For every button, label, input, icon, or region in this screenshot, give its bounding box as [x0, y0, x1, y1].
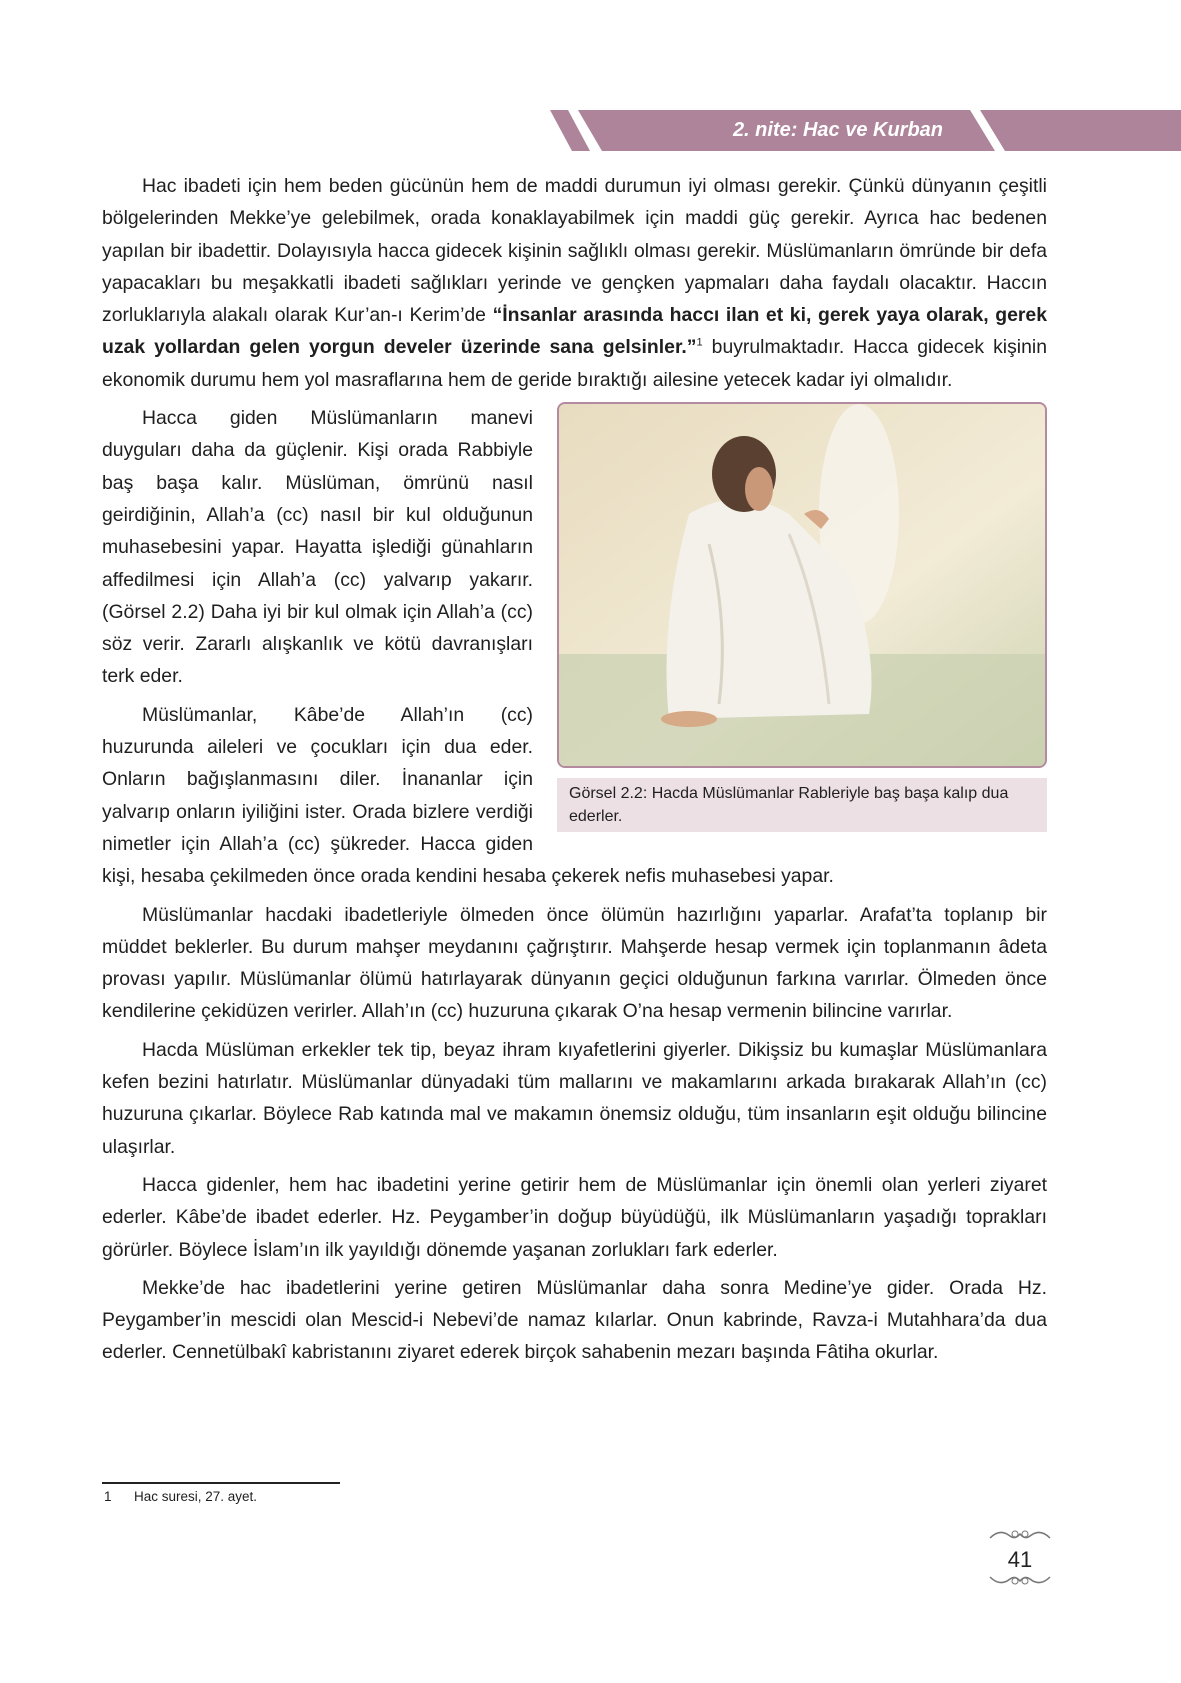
figure-caption: Görsel 2.2: Hacda Müslümanlar Rableriyle baş başa kalıp dua ederler. — [557, 778, 1047, 832]
page-number: 41 — [1007, 1547, 1033, 1572]
ornament-bottom-icon — [985, 1573, 1055, 1587]
paragraph: Hacda Müslüman erkekler tek tip, beyaz ihram kıyafetlerini giyerler. Dikişsiz bu kumaşlar Müslümanlara kefen bezini hatırlatır. Müslümanlar dünyadaki tüm mallarını ve makamlarını arkada bırakarak Allah’ın (cc) huzuruna çıkarlar. Böylece Rab katında mal ve makamın önemsiz olduğu, tüm insanların eşit olduğu bilincine ulaşırlar. — [102, 1038, 1047, 1158]
body-text — [102, 170, 1047, 1375]
footnote — [104, 1489, 257, 1504]
paragraph: Mekke’de hac ibadetlerini yerine getiren Müslümanlar daha sonra Medine’ye gider. Orada Hz. Peygamber’in mescidi olan Mescid-i Nebevi’de namaz kılarlar. Onun kabrinde, Ravza-i Mutahhara’da dua ederler. Cennetülbakî kabristanını ziyaret ederek birçok sahabenin mezarı başında Fâtiha okurlar. — [102, 1276, 1047, 1364]
footnote-ref[interactable]: 1 — [696, 337, 703, 350]
photo-illustration — [559, 404, 1045, 766]
paragraph: Müslümanlar, Kâbe’de Allah’ın (cc) huzurunda aileleri ve çocukları için dua eder. Onların bağışlanmasını diler. İnananlar için yalvarıp onların iyiliğini ister. Orada bizlere verdiği nimetler için Allah’a (cc) şükreder. Hacca giden kişi, hesaba çekilmeden önce orada kendini hesaba çekerek nefis muhasebesi yapar. — [102, 703, 834, 888]
footnote-text: Hac suresi, 27. ayet. — [134, 1489, 258, 1504]
unit-title: 2. nite: Hac ve Kurban — [732, 119, 943, 141]
figure — [557, 402, 1047, 832]
paragraph: Hacca gidenler, hem hac ibadetini yerine getirir hem de Müslümanlar için önemli olan yerleri ziyaret ederler. Kâbe’de ibadet ederler. Hz. Peygamber’in doğup büyüdüğü, ilk Müslümanların yaşadığı toprakları görürler. Böylece İslam’ın ilk yayıldığı dönemde yaşanan zorlukları fark ederler. — [102, 1173, 1047, 1261]
unit-header-band — [550, 110, 1181, 151]
paragraph: Hac ibadeti için hem beden gücünün hem de maddi durumun iyi olması gerekir. Çünkü dünyanın çeşitli bölgelerinden Mekke’ye gelebilmek, orada konaklayabilmek için maddi güç gerekir. Ayrıca hac bedenen yapılan bir ibadettir. Dolayısıyla hacca gidecek kişinin sağlıklı olması gerekir. Müslümanların ömründe bir defa yapacakları bu meşakkatli ibadeti sağlıkları yerinde ve gençken yapmaları daha faydalı olacaktır. Haccın zorluklarıyla alakalı olarak Kur’an-ı Kerim’de “İnsanlar arasında haccı ilan et ki, gerek yaya olarak, gerek uzak yollardan gelen yorgun develer üzerinde sana gelsinler.”$^1$ buyrulmaktadır. Hacca gidecek kişinin ekonomik durumu hem yol masraflarına hem de geride bıraktığı ailesine yetecek kadar iyi olmalıdır. — [102, 175, 1047, 391]
quran-quote: “İnsanlar arasında haccı ilan et ki, gerek yaya olarak, gerek uzak yollardan gelen yorgun develer üzerinde sana gelsinler.” — [102, 304, 1047, 359]
footnote-number: 1 — [104, 1489, 112, 1504]
page-number-ornament — [985, 1528, 1055, 1592]
paragraph: Hacca giden Müslümanların manevi duyguları daha da güçlenir. Kişi orada Rabbiyle baş başa kalır. Müslüman, ömrünü nasıl geirdiğinin, Allah’a (cc) nasıl bir kul olduğunun muhasebesini yapar. Hayatta işlediği günahların affedilmesi için Allah’a (cc) yalvarıp yakarır. (Görsel 2.2) Daha iyi bir kul olmak için Allah’a (cc) söz verir. Zararlı alışkanlık ve kötü davranışları terk eder. — [102, 407, 533, 688]
footnote-divider — [102, 1482, 340, 1484]
paragraph: Müslümanlar hacdaki ibadetleriyle ölmeden önce ölümün hazırlığını yaparlar. Arafat’ta toplanıp bir müddet beklerler. Bu durum mahşer meydanını çağrıştırır. Mahşerde hesap vermek için toplanmanın âdeta provası yapılır. Müslümanlar ölümü hatırlayarak dünyanın geçici olduğunun farkına varırlar. Ölmeden önce kendilerine çekidüzen verirler. Allah’ın (cc) huzuruna çıkarak O’na hesap vermenin bilincine varırlar. — [102, 903, 1047, 1023]
ornament-top-icon — [985, 1528, 1055, 1542]
pilgrim-praying-photo — [557, 402, 1047, 768]
